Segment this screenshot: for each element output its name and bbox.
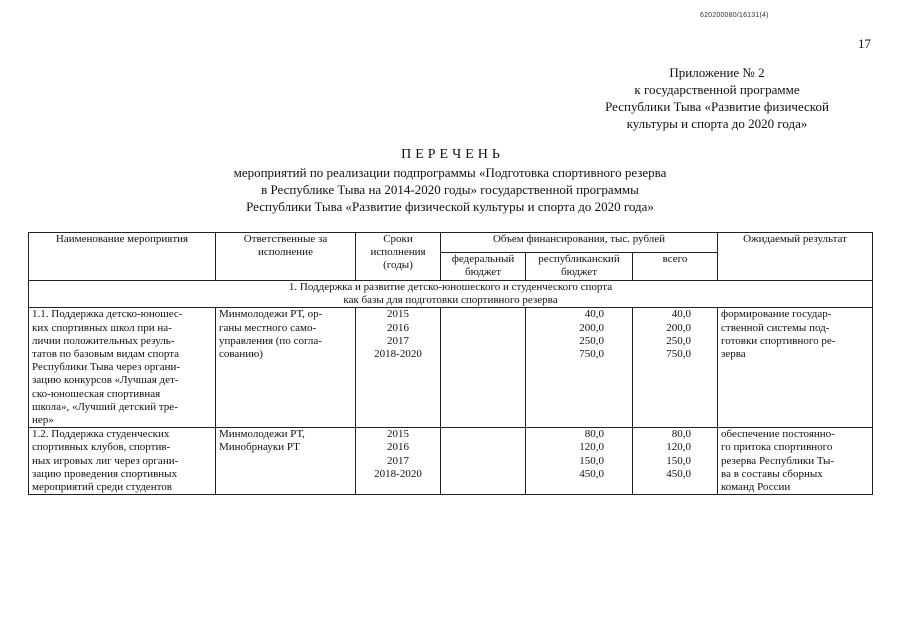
header-funding: Объем финансирования, тыс. рублей bbox=[441, 233, 718, 253]
cell-line: 2015 bbox=[387, 428, 409, 441]
cell-line: 200,0 bbox=[579, 321, 604, 334]
appendix-line: культуры и спорта до 2020 года» bbox=[626, 116, 808, 131]
cell-total bbox=[633, 308, 718, 428]
section-title bbox=[29, 281, 873, 308]
document-title: ПЕРЕЧЕНЬ bbox=[401, 147, 504, 162]
header-federal bbox=[441, 253, 526, 281]
cell-line: сованию) bbox=[219, 348, 263, 361]
subtitle-line: Республики Тыва «Развитие физической культуры и спорта до 2020 года» bbox=[246, 199, 654, 214]
cell-result bbox=[718, 428, 873, 495]
cell-line: 450,0 bbox=[579, 467, 604, 480]
cell-line: 150,0 bbox=[666, 454, 692, 467]
cell-line: ственной системы под- bbox=[721, 321, 830, 334]
cell-line: спортивных клубов, спортив- bbox=[32, 441, 171, 454]
cell-line: школа», «Лучший детский тре- bbox=[32, 400, 178, 413]
cell-line: ных игровых лиг через органи- bbox=[32, 454, 179, 467]
cell-total bbox=[633, 428, 718, 495]
table-header-row bbox=[29, 233, 873, 253]
header-terms-line: исполнения bbox=[370, 246, 426, 259]
document-subtitle bbox=[150, 164, 750, 215]
cell-line: 2015 bbox=[387, 308, 409, 321]
cell-line: 750,0 bbox=[666, 348, 692, 361]
cell-federal bbox=[441, 308, 526, 428]
cell-line: 80,0 bbox=[584, 428, 604, 441]
cell-line: Минобрнауки РТ bbox=[219, 441, 300, 454]
subtitle-line: в Республике Тыва на 2014-2020 годы» государственной программы bbox=[261, 182, 639, 197]
cell-line: ганы местного само- bbox=[219, 321, 317, 334]
subtitle-line: мероприятий по реализации подпрограммы «Подготовка спортивного резерва bbox=[233, 165, 667, 180]
cell-line: зерва bbox=[721, 348, 746, 361]
cell-line: 2016 bbox=[387, 321, 409, 334]
header-republic-line: республиканский bbox=[538, 253, 620, 265]
cell-line: готовки спортивного ре- bbox=[721, 334, 836, 347]
cell-responsible bbox=[216, 428, 356, 495]
header-result: Ожидаемый результат bbox=[718, 233, 873, 281]
cell-line: зацию конкурсов «Лучшая дет- bbox=[32, 374, 179, 387]
cell-name bbox=[29, 308, 216, 428]
cell-line: ких спортивных школ при на- bbox=[32, 321, 172, 334]
cell-line: команд России bbox=[721, 481, 791, 494]
cell-line: 150,0 bbox=[579, 454, 604, 467]
cell-line: 200,0 bbox=[666, 321, 692, 334]
header-federal-line: федеральный bbox=[451, 253, 515, 265]
cell-name bbox=[29, 428, 216, 495]
cell-line: Республики Тыва через органи- bbox=[32, 361, 181, 374]
cell-line: 750,0 bbox=[579, 348, 604, 361]
cell-line: 1.2. Поддержка студенческих bbox=[32, 428, 170, 441]
table-row bbox=[29, 308, 873, 428]
cell-line: 120,0 bbox=[579, 441, 604, 454]
section-row bbox=[29, 281, 873, 308]
cell-line: 250,0 bbox=[579, 334, 604, 347]
header-name: Наименование мероприятия bbox=[29, 233, 216, 281]
header-responsible-line: исполнение bbox=[258, 246, 313, 259]
appendix-line: к государственной программе bbox=[634, 82, 800, 97]
cell-republic bbox=[526, 428, 633, 495]
cell-line: 2018-2020 bbox=[374, 467, 422, 480]
cell-line: 40,0 bbox=[671, 308, 692, 321]
header-republic-line: бюджет bbox=[561, 266, 597, 279]
page-number: 17 bbox=[858, 36, 871, 51]
cell-line: го притока спортивного bbox=[721, 441, 833, 454]
cell-responsible bbox=[216, 308, 356, 428]
cell-line: личии положительных резуль- bbox=[32, 334, 175, 347]
cell-line: 120,0 bbox=[666, 441, 692, 454]
header-terms-line: (годы) bbox=[383, 259, 413, 272]
appendix-header bbox=[567, 64, 867, 132]
cell-line: Минмолодежи РТ, ор- bbox=[219, 308, 323, 321]
cell-line: 40,0 bbox=[584, 308, 604, 321]
section-line: 1. Поддержка и развитие детско-юношеского и студенческого спорта bbox=[288, 281, 613, 293]
cell-federal bbox=[441, 428, 526, 495]
header-total: всего bbox=[633, 253, 718, 281]
table-row bbox=[29, 428, 873, 495]
cell-line: Минмолодежи РТ, bbox=[219, 428, 305, 441]
cell-line: 2016 bbox=[387, 441, 409, 454]
cell-line: 2017 bbox=[387, 334, 409, 347]
cell-line: 450,0 bbox=[666, 467, 692, 480]
cell-result bbox=[718, 308, 873, 428]
cell-line: управления (по согла- bbox=[219, 334, 322, 347]
cell-line: зацию проведения спортивных bbox=[32, 467, 178, 480]
appendix-line: Приложение № 2 bbox=[669, 65, 765, 80]
header-responsible-line: Ответственные за bbox=[243, 233, 328, 245]
header-federal-line: бюджет bbox=[465, 266, 501, 279]
cell-line: резерва Республики Ты- bbox=[721, 454, 835, 467]
cell-line: 250,0 bbox=[666, 334, 692, 347]
header-responsible bbox=[216, 233, 356, 281]
cell-line: 2018-2020 bbox=[374, 348, 422, 361]
header-terms bbox=[356, 233, 441, 281]
header-terms-line: Сроки bbox=[383, 233, 413, 245]
header-republic bbox=[526, 253, 633, 281]
cell-line: ва в составы сборных bbox=[721, 467, 823, 480]
cell-years bbox=[356, 308, 441, 428]
cell-line: татов по базовым видам спорта bbox=[32, 348, 180, 361]
cell-line: нер» bbox=[32, 414, 54, 427]
cell-line: формирование государ- bbox=[721, 308, 832, 321]
appendix-line: Республики Тыва «Развитие физической bbox=[605, 99, 829, 114]
cell-years bbox=[356, 428, 441, 495]
cell-line: мероприятий среди студентов bbox=[32, 481, 172, 494]
cell-line: 1.1. Поддержка детско-юношес- bbox=[32, 308, 183, 321]
cell-line: 2017 bbox=[387, 454, 409, 467]
activities-table bbox=[28, 232, 873, 495]
cell-line: ско-юношеская спортивная bbox=[32, 387, 161, 400]
cell-line: обеспечение постоянно- bbox=[721, 428, 835, 441]
section-line: как базы для подготовки спортивного резерва bbox=[343, 294, 558, 307]
document-code: 620200080/16131(4) bbox=[700, 12, 769, 19]
cell-line: 80,0 bbox=[671, 428, 692, 441]
cell-republic bbox=[526, 308, 633, 428]
